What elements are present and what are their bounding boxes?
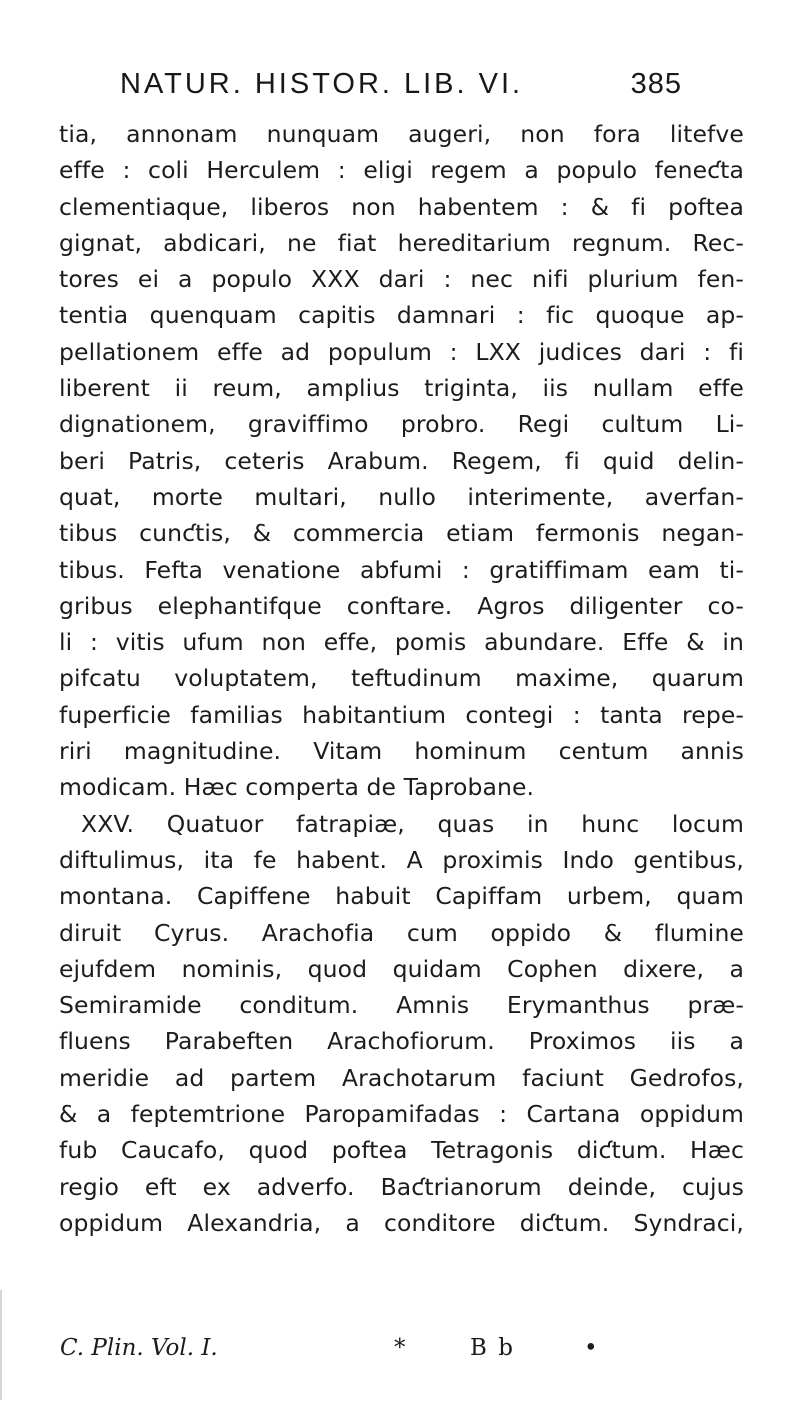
text-line: tibus. Fefta venatione abfumi : gratiffimam eam ti-: [59, 555, 744, 584]
chapter-heading-line: XXV. Quatuor fatrapiæ, quas in hunc locum: [81, 809, 744, 838]
page-number: 385: [630, 68, 682, 100]
text-line: diruit Cyrus. Arachofia cum oppido & flumine: [59, 918, 744, 947]
text-line: tibus cunƈtis, & commercia etiam fermonis negan-: [59, 519, 744, 548]
page-header: [120, 68, 680, 114]
text-line: tia, annonam nunquam augeri, non fora litefve: [59, 120, 744, 148]
text-line: li : vitis ufum non effe, pomis abundare. Effe & in: [59, 628, 744, 657]
text-line: liberent ii reum, amplius triginta, iis nullam effe: [59, 374, 744, 403]
text-line: riri magnitudine. Vitam hominum centum annis: [59, 737, 744, 766]
text-line: & a feptemtrione Paropamifadas : Cartana oppidum: [59, 1100, 744, 1129]
text-line: oppidum Alexandria, a conditore diƈtum. Syndraci,: [59, 1208, 744, 1237]
text-line: fuperficie familias habitantium contegi : tanta repe-: [59, 700, 744, 729]
text-line: montana. Capiffene habuit Capiffam urbem, quam: [59, 882, 744, 911]
text-line: effe : coli Herculem : eligi regem a populo feneƈta: [59, 156, 744, 185]
text-line: gribus elephantifque conftare. Agros diligenter co-: [59, 591, 744, 620]
signature-mark: B b: [470, 1335, 515, 1361]
text-line: modicam. Hæc comperta de Taprobane.: [59, 773, 535, 802]
text-line: gignat, abdicari, ne fiat hereditarium regnum. Rec-: [59, 228, 744, 257]
text-line: pifcatu voluptatem, teftudinum maxime, quarum: [59, 664, 744, 693]
text-line: ejufdem nominis, quod quidam Cophen dixere, a: [59, 954, 744, 983]
text-line: diftulimus, ita fe habent. A proximis Indo gentibus,: [59, 845, 744, 874]
text-line: beri Patris, ceteris Arabum. Regem, fi quid delin-: [59, 446, 744, 475]
text-line: tores ei a populo XXX dari : nec nifi plurium fen-: [59, 265, 744, 294]
text-line: clementiaque, liberos non habentem : & fi poftea: [59, 192, 744, 221]
footer-asterisk: *: [394, 1335, 406, 1361]
page-footer: [60, 1335, 620, 1371]
body-text: [59, 116, 744, 1241]
text-line: fub Caucafo, quod poftea Tetragonis diƈtum. Hæc: [59, 1136, 744, 1165]
text-line: regio eft ex adverfo. Baƈtrianorum deinde, cujus: [59, 1172, 744, 1201]
text-line: tentia quenquam capitis damnari : fic quoque ap-: [59, 301, 744, 330]
text-line: quat, morte multari, nullo interimente, averfan-: [59, 482, 744, 511]
page-edge-mark: [0, 1290, 2, 1400]
text-line: fluens Parabeften Arachofiorum. Proximos iis a: [59, 1027, 744, 1056]
running-title: NATUR. HISTOR. LIB. VI.: [120, 68, 524, 100]
text-line: meridie ad partem Arachotarum faciunt Gedrofos,: [59, 1063, 744, 1092]
footer-volume-label: C. Plin. Vol. I.: [60, 1335, 218, 1361]
footer-dot: •: [584, 1335, 598, 1361]
text-line: pellationem effe ad populum : LXX judices dari : fi: [59, 337, 744, 366]
text-line: dignationem, graviffimo probro. Regi cultum Li-: [59, 410, 744, 439]
text-line: Semiramide conditum. Amnis Erymanthus præ-: [59, 991, 744, 1020]
